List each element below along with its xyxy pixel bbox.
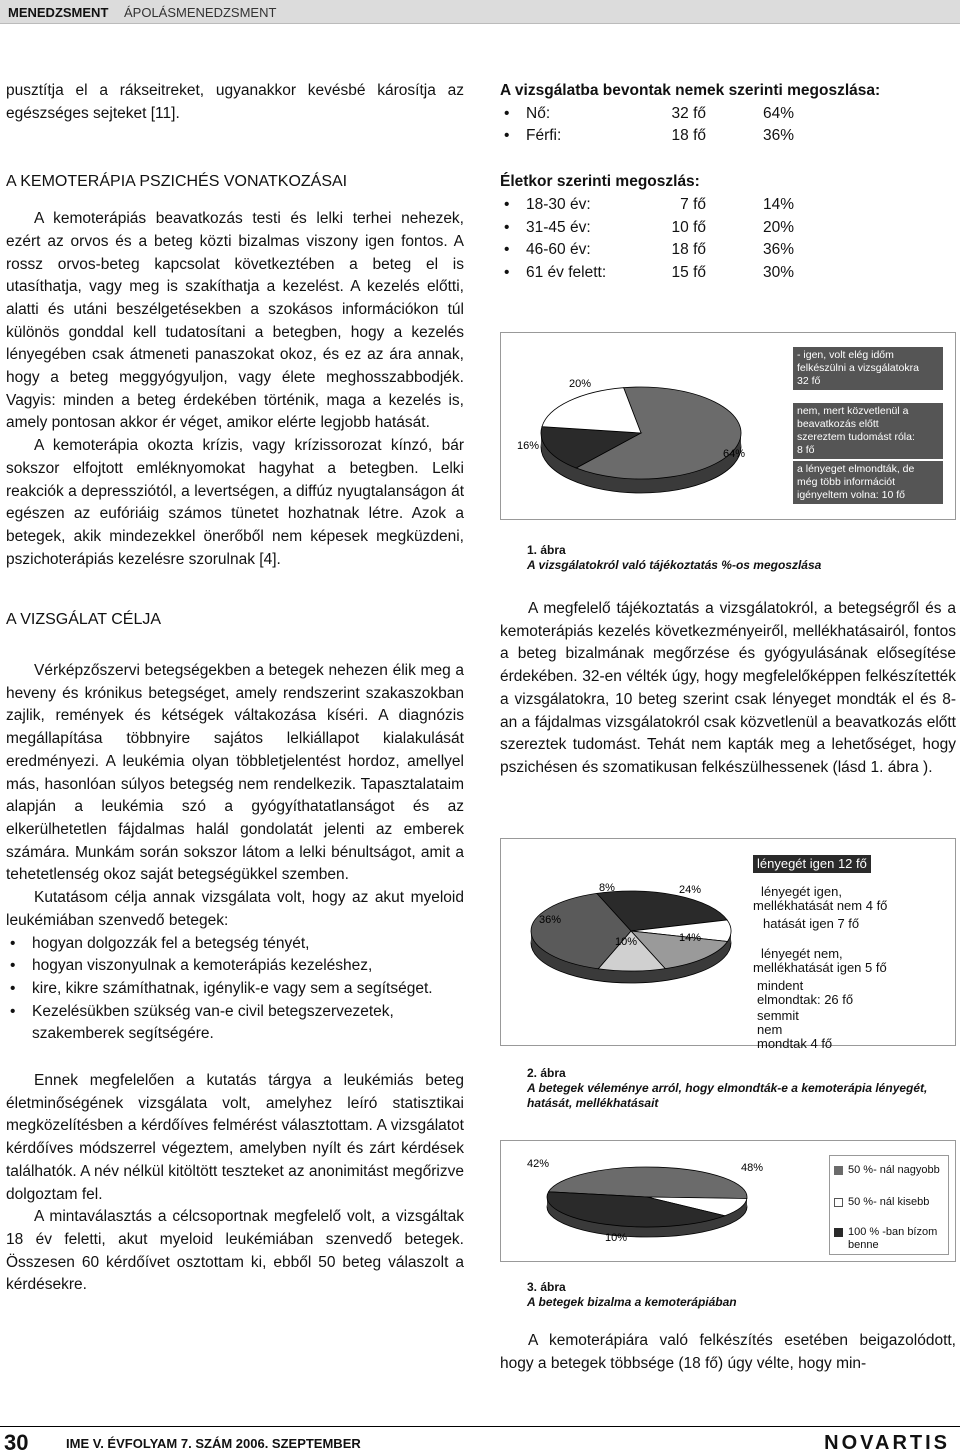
figure-2 — [500, 838, 956, 1051]
slice-label: 14% — [679, 932, 702, 944]
list-item: • kire, kikre számíthatnak, igénylik-e vagy sem a segítséget. — [6, 978, 464, 1001]
legend-item: nem, mert közvetlenül a beavatkozás előtt szereztem tudomást róla: 8 fő — [793, 403, 943, 459]
header-section: MENEDZSMENT — [8, 5, 109, 20]
slice-label: 10% — [615, 936, 638, 948]
legend-item: - igen, volt elég időm felkészülni a vizsgálatokra 32 fő — [793, 347, 943, 390]
list-item: • Férfi: 18 fő 36% — [500, 125, 956, 148]
right-paragraph-2: A kemoterápiára való felkészítés esetében beigazolódott, hogy a betegek többsége (18 fő) úgy vélte, hogy min- — [500, 1332, 956, 1372]
journal-volume: IME V. ÉVFOLYAM 7. SZÁM 2006. SZEPTEMBER — [66, 1436, 361, 1451]
right-paragraph-1: A megfelelő tájékoztatás a vizsgálatokról, a betegségről és a kemoterápiás kezelés következményeiről, mellékhatásairól, fontos a beteg bizalmának megőrzése és gyógyulásának elősegítése érdekében. 32-en vélték úgy, hogy megfelelőképpen felkészítették a vizsgálatokra, 10 beteg szerint csak lényeget mondták el és 8-an a fájdalmas vizsgálatokról csak közvetlenül a beavatkozás előtt szereztek tudomást. Tehát nem kapták meg a lehetőséget, hogy pszichésen és szomatikusan felkészülhessenek (lásd 1. ábra ). — [500, 600, 956, 776]
legend-item: lényegét igen, mellékhatását nem 4 fő — [753, 884, 888, 913]
legend-item: lényegét igen 12 fő — [753, 855, 871, 873]
legend-item: a lényeget elmondták, de még több információt igényeltem volna: 10 fő — [793, 461, 943, 504]
legend-box — [829, 1155, 949, 1255]
paragraph-psych-2: A kemoterápia okozta krízis, vagy krízissorozat kínzó, bár sokszor elfojtott emléknyomokat hagyhat a betegben. Lelki reakciók a depressziótól, a levertségen, a diffúz nyugtalanságon át egészen az eufóriáig számos tünetet hozhatnak létre. Azok a betegek, akik mindezekkel önerőből nem képesek megküzdeni, pszichoterápiás kezelésre szorulnak [4]. — [6, 437, 464, 568]
sex-title: A vizsgálatba bevontak nemek szerinti megoszlása: — [500, 82, 881, 99]
legend-item: lényegét nem, mellékhatását igen 5 fő — [753, 946, 887, 975]
right-column — [500, 80, 956, 300]
aim-list — [6, 933, 464, 1047]
list-item: • 31-45 év: 10 fő 20% — [500, 217, 956, 240]
slice-label: 64% — [723, 448, 746, 460]
list-item: • 46-60 év: 18 fő 36% — [500, 239, 956, 262]
legend-item: mindent elmondtak: 26 fő — [757, 978, 854, 1007]
sex-list — [500, 103, 956, 148]
slice-label: 36% — [539, 914, 562, 926]
paragraph-aim-1: Vérképzőszervi betegségekben a betegek nehezen élik meg a heveny és krónikus betegséget, amely rendszerint szakaszokban zajlik, remények és kétségek váltakozása kíséri. A diagnózis megállapítása többnyire sajátos lelkiállapot kialakulását eredményezi. A leukémia olyan többletjelentést hordoz, amellyel más, hasonlóan súlyos betegség nem rendelkezik. Tapasztalataim alapján a leukémia szó a gyógyíthatatlanságot és az elkerülhetetlen fájdalmas halál gondolatát jelenti az emberek számára. Munkám során sokszor látom a lelki bénultságot, amit a tehetetlenség okoz saját betegségükkel szemben. — [6, 662, 464, 884]
legend-swatch — [834, 1228, 843, 1237]
figure-2-pie — [501, 839, 957, 1047]
list-item: • 61 év felett: 15 fő 30% — [500, 262, 956, 285]
header-subsection: ÁPOLÁSMENEDZSMENT — [124, 5, 277, 20]
legend-item: 50 %- nál kisebb — [834, 1196, 929, 1209]
list-item: • hogyan dolgozzák fel a betegség tényét, — [6, 933, 464, 956]
slice-label: 20% — [569, 378, 592, 390]
footer-rule — [0, 1426, 960, 1427]
figure-3-caption: 3. ábra A betegek bizalma a kemoterápiában — [527, 1280, 737, 1309]
slice-label: 10% — [605, 1232, 628, 1244]
legend-item: hatását igen 7 fő — [763, 916, 860, 931]
left-column — [6, 80, 464, 1297]
paragraph-psych-1: A kemoterápiás beavatkozás testi és lelki terhei nehezek, ezért az orvos és a beteg közti bizalmas viszony igen fontos. A rossz orvos-beteg kapcsolat következtében a beteg el is utasíthatja, vagy meg is szakíthatja a kezelést. A kezelés előtti, alatti és utáni beszélgetésekben a szokásos információkon túl különös gonddal kell tudatosítani a betegben, hogy a kezelés lényegében csak átmeneti panaszokat okoz, és ez az ára annak, hogy a beteg meggyógyuljon, vagy élete meghosszabbodjék. Vagyis: minden a beteg érdekében történik, maga a kezelés is, amely pontosan akkor ér véget, amikor elérte legjobb hatását. — [6, 210, 464, 432]
age-list — [500, 194, 956, 285]
figure-3 — [500, 1140, 956, 1262]
section-title-aim: A VIZSGÁLAT CÉLJA — [6, 611, 162, 629]
legend-swatch — [834, 1198, 843, 1207]
footer — [0, 1430, 960, 1455]
slice-label: 16% — [517, 440, 540, 452]
list-item: • hogyan viszonyulnak a kemoterápiás kezeléshez, — [6, 955, 464, 978]
list-item: • Nő: 32 fő 64% — [500, 103, 956, 126]
section-title-psych: A KEMOTERÁPIA PSZICHÉS VONATKOZÁSAI — [6, 173, 348, 191]
pie-slice — [542, 388, 641, 433]
figure-1-caption: 1. ábra A vizsgálatokról való tájékoztatás %-os megoszlása — [527, 543, 822, 572]
slice-label: 8% — [599, 882, 615, 894]
paragraph-method-1: Ennek megfelelően a kutatás tárgya a leukémiás beteg életminőségének vizsgálata volt, amelyhez leíró statisztikai megközelítésben a kérdőíves felmérést választottam. A vizsgálatot kérdőíves módszerrel végeztem, amelyben nyílt és zárt kérdések találhatók. A név nélkül kitöltött teszteket az anonimitást megőrizve dolgoztam fel. — [6, 1072, 464, 1203]
figure-2-caption: 2. ábra A betegek véleménye arról, hogy elmondták-e a kemoterápia lényegét, hatását, mellékhatásait — [527, 1066, 928, 1110]
list-item: • 18-30 év: 7 fő 14% — [500, 194, 956, 217]
paragraph-method-2: A mintaválasztás a célcsoportnak megfelelő volt, a vizsgáltak 18 év feletti, akut myeloid leukémiában szenvedő betegek. Összesen 60 kérdőívet osztottam ki, ebből 50 beteg válaszolt a kérdésekre. — [6, 1208, 464, 1294]
slice-label: 48% — [741, 1162, 764, 1174]
slice-label: 24% — [679, 884, 702, 896]
figure-1 — [500, 332, 956, 520]
legend-item: 50 %- nál nagyobb — [834, 1164, 940, 1177]
legend-swatch — [834, 1166, 843, 1175]
sponsor-logo: NOVARTIS — [824, 1432, 950, 1454]
running-header — [0, 0, 960, 24]
legend-item: 100 % -ban bízom benne — [834, 1226, 937, 1252]
list-item: • Kezelésükben szükség van-e civil betegszervezetek, szakemberek segítségére. — [6, 1001, 464, 1046]
paragraph-intro: pusztítja el a rákseitreket, ugyanakkor kevésbé károsítja az egészséges sejteket [11]. — [6, 82, 464, 122]
paragraph-aim-2: Kutatásom célja annak vizsgálata volt, hogy az akut myeloid leukémiában szenvedő betegek: — [6, 889, 464, 929]
page-number: 30 — [4, 1430, 29, 1455]
age-title: Életkor szerinti megoszlás: — [500, 173, 700, 191]
slice-label: 42% — [527, 1158, 550, 1170]
legend-item: semmit nem mondtak 4 fő — [757, 1008, 833, 1051]
